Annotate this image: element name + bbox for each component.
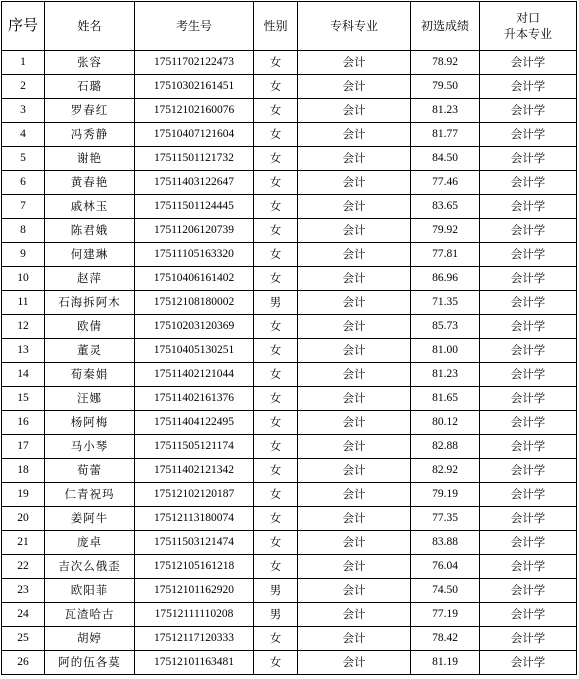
cell-major: 会计	[298, 147, 411, 171]
cell-name: 马小琴	[45, 435, 135, 459]
cell-seq: 6	[2, 171, 45, 195]
cell-name: 仁青祝玛	[45, 483, 135, 507]
cell-exam-id: 17511404122495	[135, 411, 254, 435]
cell-exam-id: 17511206120739	[135, 219, 254, 243]
cell-exam-id: 17511402121044	[135, 363, 254, 387]
cell-name: 戚林玉	[45, 195, 135, 219]
cell-gender: 女	[254, 51, 298, 75]
cell-exam-id: 17511501124445	[135, 195, 254, 219]
cell-exam-id: 17512102120187	[135, 483, 254, 507]
cell-gender: 女	[254, 459, 298, 483]
cell-score: 77.46	[411, 171, 480, 195]
cell-gender: 男	[254, 579, 298, 603]
cell-target-major: 会计学	[480, 651, 577, 675]
cell-score: 77.19	[411, 603, 480, 627]
cell-target-major: 会计学	[480, 435, 577, 459]
cell-seq: 16	[2, 411, 45, 435]
cell-name: 阿的伍各莫	[45, 651, 135, 675]
cell-seq: 13	[2, 339, 45, 363]
cell-target-major: 会计学	[480, 507, 577, 531]
cell-major: 会计	[298, 363, 411, 387]
header-target-line1: 对口	[515, 10, 540, 25]
cell-name: 黄春艳	[45, 171, 135, 195]
cell-exam-id: 17511403122647	[135, 171, 254, 195]
cell-gender: 女	[254, 531, 298, 555]
cell-major: 会计	[298, 219, 411, 243]
cell-seq: 19	[2, 483, 45, 507]
cell-score: 77.81	[411, 243, 480, 267]
cell-major: 会计	[298, 123, 411, 147]
table-row	[2, 531, 577, 555]
cell-exam-id: 17511105163320	[135, 243, 254, 267]
cell-seq: 10	[2, 267, 45, 291]
cell-score: 80.12	[411, 411, 480, 435]
cell-name: 庞卓	[45, 531, 135, 555]
cell-seq: 4	[2, 123, 45, 147]
cell-gender: 女	[254, 267, 298, 291]
table-row	[2, 555, 577, 579]
cell-major: 会计	[298, 315, 411, 339]
cell-name: 吉次么俄歪	[45, 555, 135, 579]
table-row	[2, 651, 577, 675]
cell-target-major: 会计学	[480, 627, 577, 651]
cell-score: 71.35	[411, 291, 480, 315]
cell-target-major: 会计学	[480, 531, 577, 555]
cell-target-major: 会计学	[480, 75, 577, 99]
cell-exam-id: 17512108180002	[135, 291, 254, 315]
cell-major: 会计	[298, 51, 411, 75]
cell-name: 何建琳	[45, 243, 135, 267]
cell-score: 83.65	[411, 195, 480, 219]
table-row	[2, 459, 577, 483]
table-row	[2, 435, 577, 459]
cell-name: 姜阿牛	[45, 507, 135, 531]
cell-name: 董灵	[45, 339, 135, 363]
cell-major: 会计	[298, 651, 411, 675]
cell-seq: 1	[2, 51, 45, 75]
table-row	[2, 195, 577, 219]
score-table	[1, 1, 577, 675]
table-row	[2, 267, 577, 291]
cell-target-major: 会计学	[480, 51, 577, 75]
cell-score: 81.19	[411, 651, 480, 675]
table-row	[2, 99, 577, 123]
cell-target-major: 会计学	[480, 387, 577, 411]
cell-score: 76.04	[411, 555, 480, 579]
cell-name: 谢艳	[45, 147, 135, 171]
cell-target-major: 会计学	[480, 411, 577, 435]
cell-target-major: 会计学	[480, 459, 577, 483]
cell-seq: 5	[2, 147, 45, 171]
cell-score: 85.73	[411, 315, 480, 339]
score-table-container	[1, 1, 577, 675]
cell-score: 79.92	[411, 219, 480, 243]
cell-target-major: 会计学	[480, 603, 577, 627]
cell-exam-id: 17511501121732	[135, 147, 254, 171]
cell-seq: 12	[2, 315, 45, 339]
cell-name: 欧倩	[45, 315, 135, 339]
cell-score: 81.23	[411, 363, 480, 387]
cell-gender: 男	[254, 603, 298, 627]
cell-exam-id: 17511702122473	[135, 51, 254, 75]
header-exam-id: 考生号	[135, 2, 254, 51]
table-row	[2, 507, 577, 531]
cell-major: 会计	[298, 483, 411, 507]
cell-seq: 24	[2, 603, 45, 627]
cell-score: 78.42	[411, 627, 480, 651]
table-row	[2, 123, 577, 147]
cell-name: 欧阳菲	[45, 579, 135, 603]
cell-score: 81.00	[411, 339, 480, 363]
table-row	[2, 627, 577, 651]
cell-gender: 男	[254, 291, 298, 315]
table-row	[2, 75, 577, 99]
table-header	[2, 2, 577, 51]
cell-score: 82.92	[411, 459, 480, 483]
cell-seq: 7	[2, 195, 45, 219]
cell-exam-id: 17510406161402	[135, 267, 254, 291]
cell-name: 汪娜	[45, 387, 135, 411]
cell-gender: 女	[254, 555, 298, 579]
cell-gender: 女	[254, 147, 298, 171]
table-row	[2, 243, 577, 267]
cell-exam-id: 17510405130251	[135, 339, 254, 363]
cell-target-major: 会计学	[480, 291, 577, 315]
table-row	[2, 363, 577, 387]
cell-score: 74.50	[411, 579, 480, 603]
cell-target-major: 会计学	[480, 123, 577, 147]
cell-score: 81.77	[411, 123, 480, 147]
cell-name: 张容	[45, 51, 135, 75]
cell-exam-id: 17512113180074	[135, 507, 254, 531]
cell-major: 会计	[298, 435, 411, 459]
cell-seq: 11	[2, 291, 45, 315]
table-row	[2, 291, 577, 315]
cell-name: 荀秦娟	[45, 363, 135, 387]
cell-major: 会计	[298, 387, 411, 411]
cell-score: 84.50	[411, 147, 480, 171]
cell-gender: 女	[254, 339, 298, 363]
cell-target-major: 会计学	[480, 267, 577, 291]
cell-name: 石海拆阿木	[45, 291, 135, 315]
cell-exam-id: 17512102160076	[135, 99, 254, 123]
cell-target-major: 会计学	[480, 315, 577, 339]
table-body	[2, 51, 577, 675]
table-row	[2, 387, 577, 411]
cell-target-major: 会计学	[480, 99, 577, 123]
cell-target-major: 会计学	[480, 147, 577, 171]
table-row	[2, 579, 577, 603]
cell-major: 会计	[298, 555, 411, 579]
cell-exam-id: 17511503121474	[135, 531, 254, 555]
cell-seq: 15	[2, 387, 45, 411]
table-row	[2, 171, 577, 195]
cell-major: 会计	[298, 267, 411, 291]
cell-seq: 14	[2, 363, 45, 387]
cell-seq: 21	[2, 531, 45, 555]
cell-seq: 3	[2, 99, 45, 123]
table-row	[2, 219, 577, 243]
cell-name: 冯秀静	[45, 123, 135, 147]
cell-gender: 女	[254, 195, 298, 219]
cell-seq: 20	[2, 507, 45, 531]
cell-gender: 女	[254, 219, 298, 243]
cell-exam-id: 17512117120333	[135, 627, 254, 651]
cell-seq: 23	[2, 579, 45, 603]
header-gender: 性别	[254, 2, 298, 51]
cell-gender: 女	[254, 315, 298, 339]
header-seq: 序号	[2, 2, 45, 51]
cell-exam-id: 17512105161218	[135, 555, 254, 579]
cell-exam-id: 17510203120369	[135, 315, 254, 339]
cell-name: 石璐	[45, 75, 135, 99]
header-target-line2: 升本专业	[503, 26, 552, 41]
cell-target-major: 会计学	[480, 363, 577, 387]
cell-score: 77.35	[411, 507, 480, 531]
header-name: 姓名	[45, 2, 135, 51]
table-row	[2, 339, 577, 363]
cell-major: 会计	[298, 411, 411, 435]
cell-name: 陈君娥	[45, 219, 135, 243]
cell-major: 会计	[298, 339, 411, 363]
table-row	[2, 315, 577, 339]
cell-target-major: 会计学	[480, 483, 577, 507]
cell-major: 会计	[298, 459, 411, 483]
cell-major: 会计	[298, 627, 411, 651]
cell-gender: 女	[254, 435, 298, 459]
header-major: 专科专业	[298, 2, 411, 51]
cell-major: 会计	[298, 99, 411, 123]
header-target-major	[480, 2, 577, 51]
cell-gender: 女	[254, 387, 298, 411]
cell-target-major: 会计学	[480, 171, 577, 195]
table-row	[2, 603, 577, 627]
cell-exam-id: 17512101163481	[135, 651, 254, 675]
cell-major: 会计	[298, 507, 411, 531]
cell-target-major: 会计学	[480, 195, 577, 219]
header-row	[2, 2, 577, 51]
cell-name: 赵萍	[45, 267, 135, 291]
cell-score: 82.88	[411, 435, 480, 459]
cell-target-major: 会计学	[480, 579, 577, 603]
cell-score: 81.23	[411, 99, 480, 123]
cell-target-major: 会计学	[480, 555, 577, 579]
cell-gender: 女	[254, 243, 298, 267]
cell-target-major: 会计学	[480, 243, 577, 267]
table-row	[2, 483, 577, 507]
cell-major: 会计	[298, 531, 411, 555]
cell-gender: 女	[254, 411, 298, 435]
cell-seq: 26	[2, 651, 45, 675]
cell-score: 78.92	[411, 51, 480, 75]
cell-seq: 17	[2, 435, 45, 459]
cell-name: 瓦渣哈古	[45, 603, 135, 627]
cell-exam-id: 17512111110208	[135, 603, 254, 627]
cell-score: 81.65	[411, 387, 480, 411]
cell-target-major: 会计学	[480, 219, 577, 243]
cell-score: 83.88	[411, 531, 480, 555]
cell-seq: 18	[2, 459, 45, 483]
cell-gender: 女	[254, 651, 298, 675]
cell-name: 荀蕾	[45, 459, 135, 483]
cell-score: 79.50	[411, 75, 480, 99]
cell-exam-id: 17511402121342	[135, 459, 254, 483]
cell-name: 罗春红	[45, 99, 135, 123]
cell-gender: 女	[254, 99, 298, 123]
cell-seq: 25	[2, 627, 45, 651]
cell-score: 86.96	[411, 267, 480, 291]
cell-seq: 9	[2, 243, 45, 267]
cell-exam-id: 17512101162920	[135, 579, 254, 603]
cell-major: 会计	[298, 171, 411, 195]
cell-exam-id: 17510407121604	[135, 123, 254, 147]
cell-gender: 女	[254, 171, 298, 195]
cell-major: 会计	[298, 243, 411, 267]
cell-gender: 女	[254, 627, 298, 651]
cell-major: 会计	[298, 75, 411, 99]
cell-gender: 女	[254, 123, 298, 147]
cell-major: 会计	[298, 603, 411, 627]
cell-name: 杨阿梅	[45, 411, 135, 435]
cell-exam-id: 17511402161376	[135, 387, 254, 411]
cell-name: 胡婷	[45, 627, 135, 651]
cell-major: 会计	[298, 579, 411, 603]
cell-major: 会计	[298, 291, 411, 315]
cell-gender: 女	[254, 507, 298, 531]
table-row	[2, 147, 577, 171]
cell-gender: 女	[254, 75, 298, 99]
header-score: 初选成绩	[411, 2, 480, 51]
cell-seq: 22	[2, 555, 45, 579]
table-row	[2, 51, 577, 75]
cell-target-major: 会计学	[480, 339, 577, 363]
cell-exam-id: 17510302161451	[135, 75, 254, 99]
cell-seq: 8	[2, 219, 45, 243]
table-row	[2, 411, 577, 435]
cell-major: 会计	[298, 195, 411, 219]
cell-score: 79.19	[411, 483, 480, 507]
cell-seq: 2	[2, 75, 45, 99]
cell-exam-id: 17511505121174	[135, 435, 254, 459]
cell-gender: 女	[254, 483, 298, 507]
cell-gender: 女	[254, 363, 298, 387]
